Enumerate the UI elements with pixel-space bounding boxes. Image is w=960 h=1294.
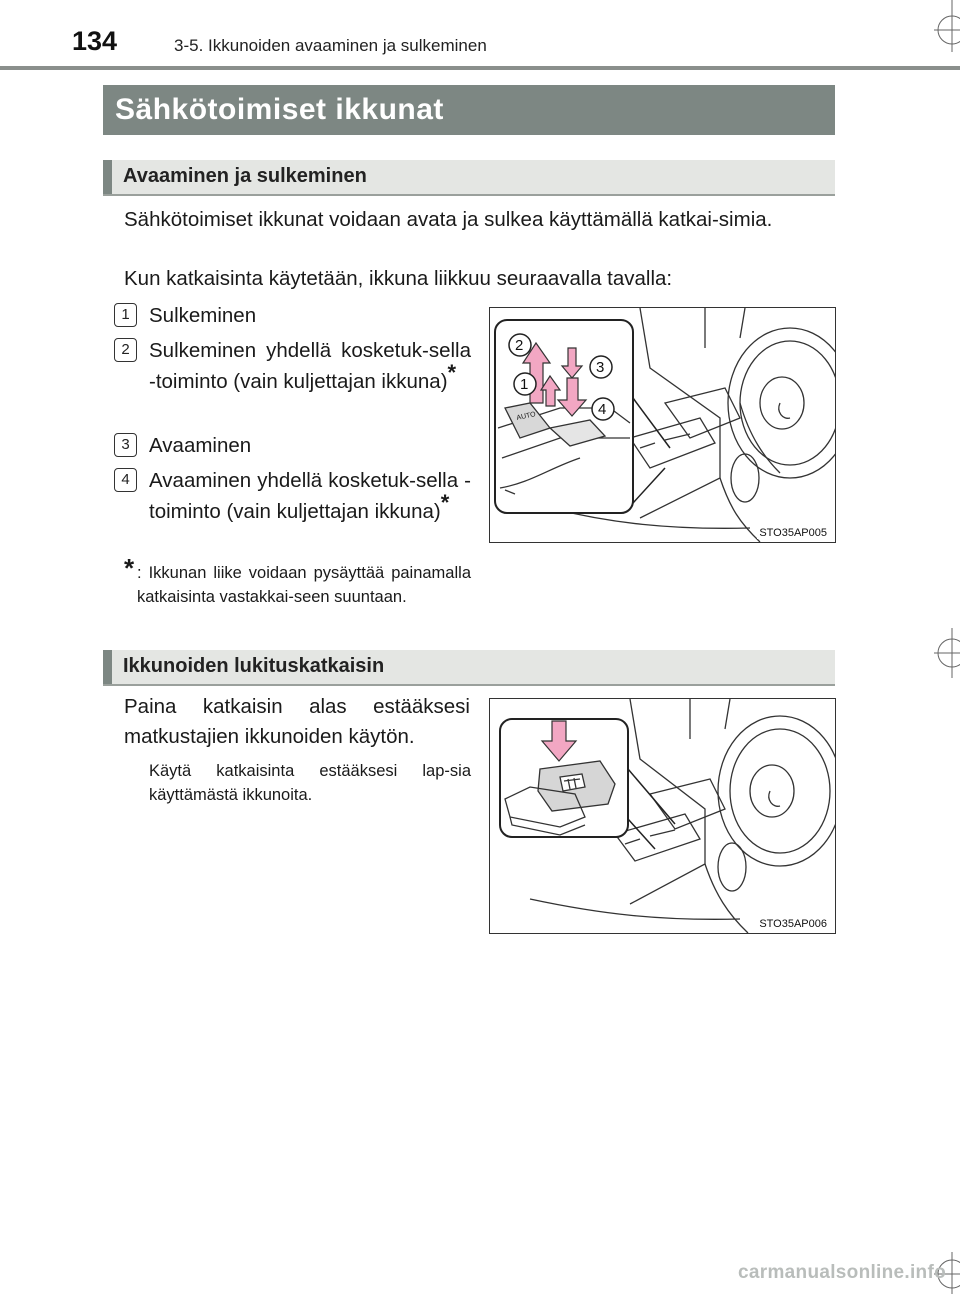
figure-code: STO35AP006: [759, 918, 827, 930]
list-item: [149, 336, 471, 397]
item-number-badge: 3: [114, 433, 137, 457]
switch-label: AUTO: [515, 411, 537, 422]
list-item: [149, 466, 471, 527]
figure-code: STO35AP005: [759, 527, 827, 539]
list-item: [149, 431, 471, 461]
crop-mark-top-right: [928, 0, 960, 60]
callout-3: 3: [596, 359, 605, 376]
watermark: carmanualsonline.info: [738, 1262, 946, 1283]
footnote-star: *: [440, 490, 450, 515]
callout-4: 4: [598, 401, 607, 418]
page-title-bar: [103, 85, 835, 135]
section-heading-bar-2: [103, 650, 835, 686]
figure-illustration: [490, 308, 835, 542]
lock-switch-paragraph: Paina katkaisin alas estääksesi matkustajien ikkunoiden käytön.: [124, 695, 470, 748]
header-rule: [0, 66, 960, 70]
intro-paragraph: Sähkötoimiset ikkunat voidaan avata ja sulkea käyttämällä katkai-simia.: [124, 208, 773, 231]
callout-1: 1: [520, 376, 529, 393]
lock-switch-note: Käytä katkaisinta estääksesi lap-sia käyttämästä ikkunoita.: [149, 762, 471, 804]
crop-mark-mid-right: [928, 628, 960, 678]
footnote-star: *: [447, 360, 457, 385]
page-title: Sähkötoimiset ikkunat: [115, 93, 444, 126]
intro-paragraph-2: Kun katkaisinta käytetään, ikkuna liikkuu seuraavalla tavalla:: [124, 267, 673, 290]
list-item-text: Sulkeminen: [149, 304, 257, 327]
footnote-text: : Ikkunan liike voidaan pysäyttää painamalla katkaisinta vastakkai-seen suuntaan.: [137, 564, 471, 606]
figure-illustration: [490, 699, 835, 933]
section-heading-bar-1: [103, 160, 835, 196]
list-item: [149, 301, 471, 331]
page-number: 134: [72, 26, 118, 56]
list-item-text: Sulkeminen yhdellä kosketuk-sella -toiminto (vain kuljettajan ikkuna): [149, 339, 471, 393]
callout-2: 2: [515, 337, 524, 354]
section-heading-1: Avaaminen ja sulkeminen: [123, 165, 367, 187]
figure-window-switch: [489, 307, 836, 543]
item-number-badge: 1: [114, 303, 137, 327]
list-item-text: Avaaminen: [149, 434, 252, 457]
list-item-text: Avaaminen yhdellä kosketuk-sella -toiminto (vain kuljettajan ikkuna): [149, 469, 471, 523]
footnote-mark: *: [124, 553, 135, 583]
item-number-badge: 4: [114, 468, 137, 492]
figure-lock-switch: [489, 698, 836, 934]
running-head: 3-5. Ikkunoiden avaaminen ja sulkeminen: [174, 36, 487, 55]
item-number-badge: 2: [114, 338, 137, 362]
section-heading-2: Ikkunoiden lukituskatkaisin: [123, 655, 385, 677]
